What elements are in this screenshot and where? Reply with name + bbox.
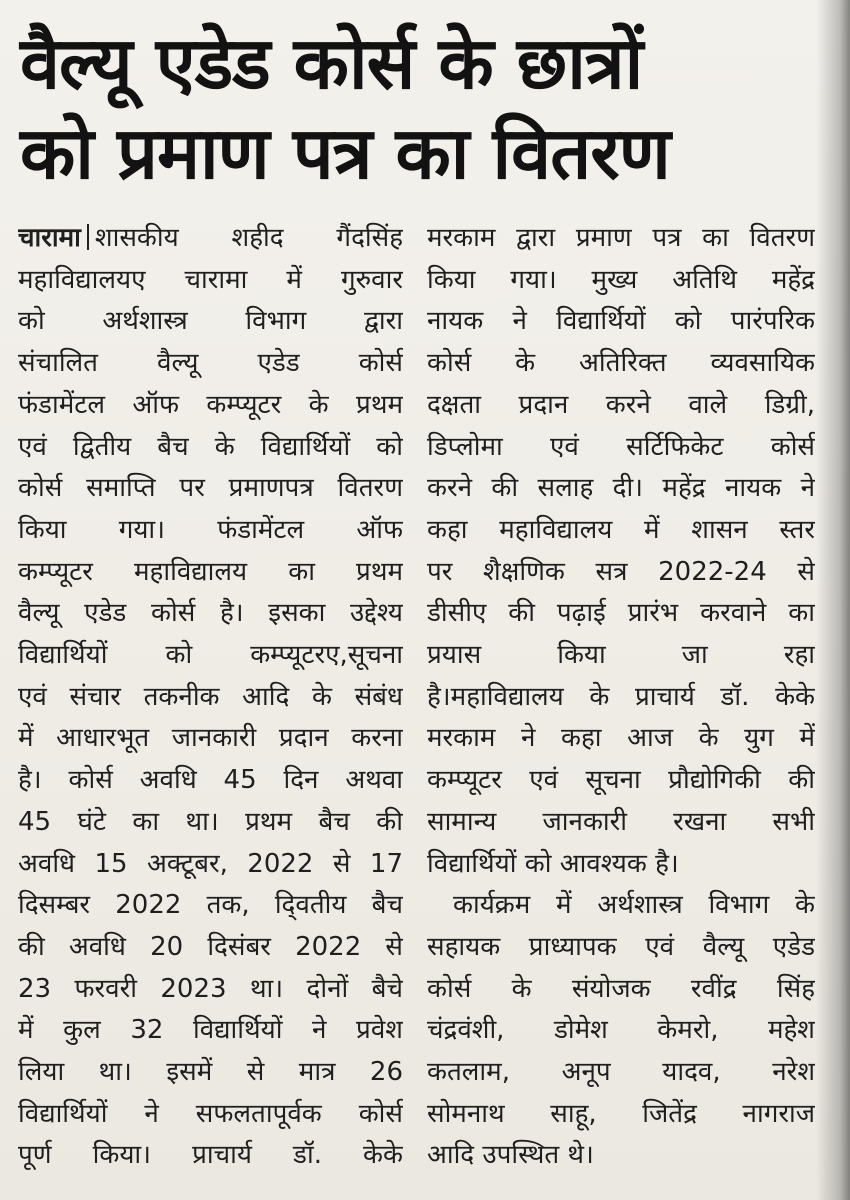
article-line: प्रयास किया जा रहा <box>427 640 815 671</box>
article-line: कोर्स समाप्ति पर प्रमाणपत्र वितरण <box>18 473 403 504</box>
article-line: करने की सलाह दी। महेंद्र नायक ने <box>427 473 815 504</box>
article-line-text: शासकीय शहीद गैंदसिंह <box>94 223 403 253</box>
page-edge-shadow <box>816 0 850 1200</box>
article-line: दक्षता प्रदान करने वाले डिग्री, <box>427 389 815 420</box>
article-line: कार्यक्रम में अर्थशास्त्र विभाग के <box>453 890 815 921</box>
article-line: किया गया। फंडामेंटल ऑफ <box>18 514 403 545</box>
article-line: फंडामेंटल ऑफ कम्प्यूटर के प्रथम <box>18 389 403 420</box>
dateline: चारामा <box>18 223 81 253</box>
article-line: सोमनाथ साहू, जितेंद्र नागराज <box>427 1098 815 1129</box>
article-line: विद्यार्थियों को कम्प्यूटरए,सूचना <box>18 640 403 671</box>
article-line: एवं संचार तकनीक आदि के संबंध <box>18 681 403 712</box>
article-line: आदि उपस्थित थे। <box>427 1140 594 1171</box>
article-line: की अवधि 20 दिसंबर 2022 से <box>18 931 403 962</box>
article-line: वैल्यू एडेड कोर्स है। इसका उद्देश्य <box>18 598 403 629</box>
article-line: किया गया। मुख्य अतिथि महेंद्र <box>427 264 815 295</box>
article-line: में आधारभूत जानकारी प्रदान करना <box>18 723 403 754</box>
article-line: डीसीए की पढ़ाई प्रारंभ करवाने का <box>427 598 815 629</box>
headline-line-2: को प्रमाण पत्र का वितरण <box>20 111 670 195</box>
article-line: संचालित वैल्यू एडेड कोर्स <box>18 348 403 379</box>
article-line: मरकाम द्वारा प्रमाण पत्र का वितरण <box>427 223 815 253</box>
article-line: मरकाम ने कहा आज के युग में <box>427 723 815 754</box>
article-line: 45 घंटे का था। प्रथम बैच की <box>18 806 403 837</box>
article-line: चंद्रवंशी, डोमेश केमरो, महेश <box>427 1015 815 1046</box>
article-line: कोर्स के अतिरिक्त व्यवसायिक <box>427 348 815 379</box>
article-line: कम्प्यूटर महाविद्यालय का प्रथम <box>18 556 403 587</box>
article-line: को अर्थशास्त्र विभाग द्वारा <box>18 306 403 337</box>
article-line: लिया था। इसमें से मात्र 26 <box>18 1057 403 1088</box>
article-line: में कुल 32 विद्यार्थियों ने प्रवेश <box>18 1015 403 1046</box>
article-line: सामान्य जानकारी रखना सभी <box>427 806 815 837</box>
article-line: सहायक प्राध्यापक एवं वैल्यू एडेड <box>427 931 815 962</box>
headline-line-1: वैल्यू एडेड कोर्स के छात्रों <box>20 21 643 105</box>
article-line: 23 फरवरी 2023 था। दोनों बैचे <box>18 973 403 1004</box>
article-line: विद्यार्थियों ने सफलतापूर्वक कोर्स <box>18 1098 403 1129</box>
article-line: अवधि 15 अक्टूबर, 2022 से 17 <box>18 848 403 879</box>
article-line: एवं द्वितीय बैच के विद्यार्थियों को <box>18 431 403 462</box>
article-line: पर शैक्षणिक सत्र 2022-24 से <box>427 556 815 587</box>
article-line: विद्यार्थियों को आवश्यक है। <box>427 848 679 879</box>
article-line <box>18 218 403 260</box>
article-column-left <box>18 218 403 1177</box>
article-line: कोर्स के संयोजक रवींद्र सिंह <box>427 973 815 1004</box>
article-line: कम्प्यूटर एवं सूचना प्रौद्योगिकी की <box>427 765 815 796</box>
article-line: है।महाविद्यालय के प्राचार्य डॉ. केके <box>427 681 815 712</box>
article-line: है। कोर्स अवधि 45 दिन अथवा <box>18 765 403 796</box>
article-column-right <box>427 218 815 1177</box>
article-line: पूर्ण किया। प्राचार्य डॉ. केके <box>18 1140 403 1171</box>
article-line: दिसम्बर 2022 तक, दि्वतीय बैच <box>18 890 403 921</box>
article-line: कहा महाविद्यालय में शासन स्तर <box>427 514 815 545</box>
dateline-separator <box>87 224 89 250</box>
article-line: डिप्लोमा एवं सर्टिफिकेट कोर्स <box>427 431 815 462</box>
article-line: नायक ने विद्यार्थियों को पारंपरिक <box>427 306 815 337</box>
headline <box>20 18 810 198</box>
article-line: कतलाम, अनूप यादव, नरेश <box>427 1057 815 1088</box>
article-line: महाविद्यालयए चारामा में गुरुवार <box>18 264 403 295</box>
